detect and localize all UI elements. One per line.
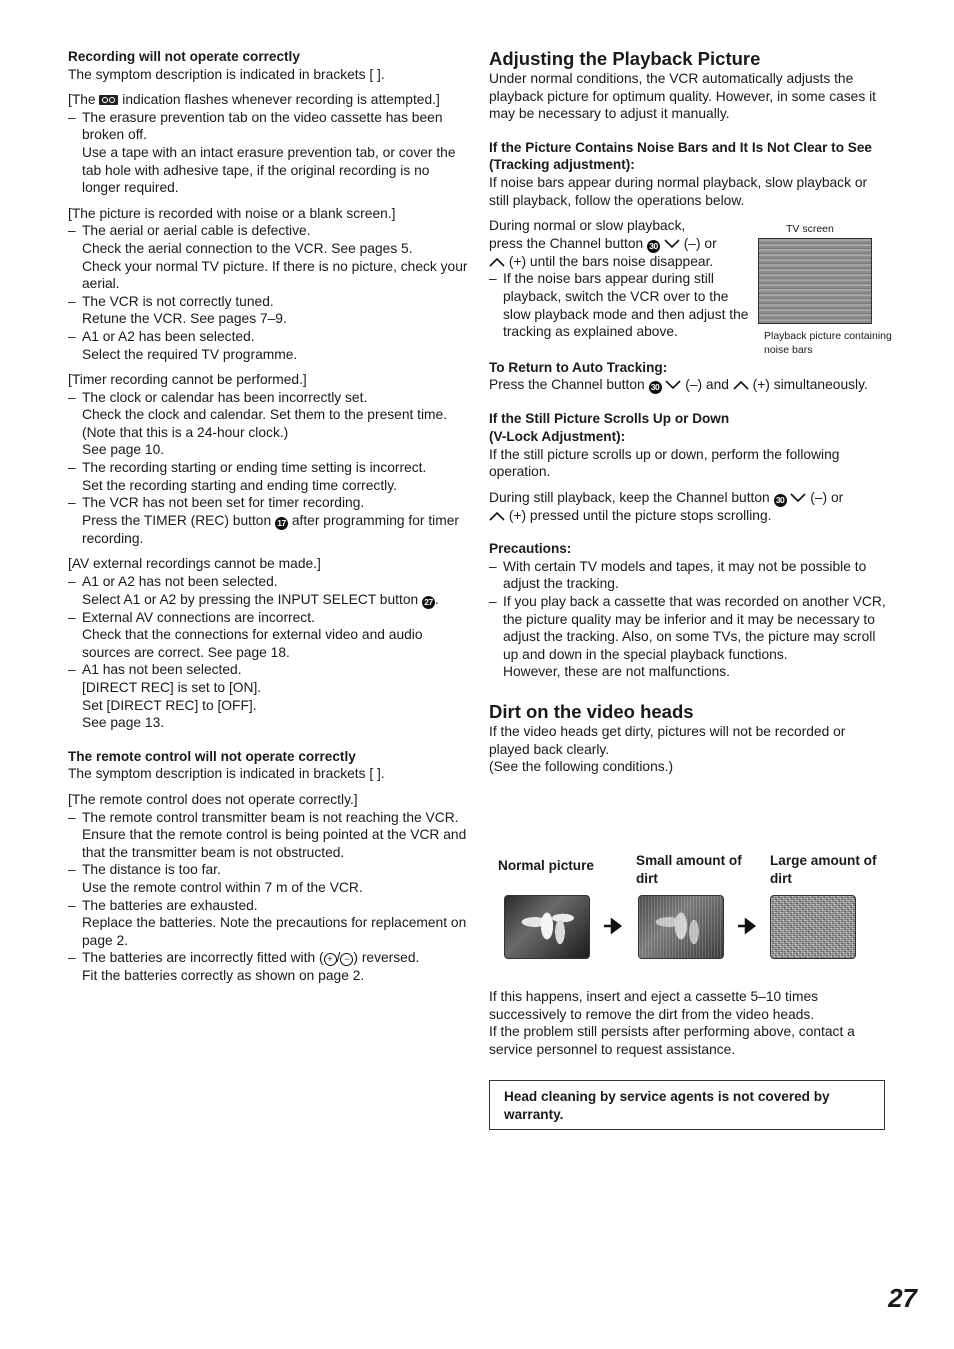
- cause-text: The VCR is not correctly tuned.: [82, 293, 274, 309]
- list-item: [68, 809, 468, 862]
- tv-screen-caption: Playback picture containing noise bars: [764, 330, 892, 356]
- input-select-button-icon: 27: [422, 596, 435, 609]
- adjusting-intro: Under normal conditions, the VCR automatically adjusts the playback picture for optimum quality. However, in some cases it may be necessary to adjust it manually.: [489, 71, 876, 122]
- list-item: [68, 861, 468, 896]
- left-column: [68, 48, 468, 985]
- noise-note-list: [489, 270, 751, 340]
- cause-text: The batteries are exhausted.: [82, 897, 258, 913]
- remedy-text: after programming for timer recording.: [82, 512, 459, 546]
- remedy-text: Use a tape with an intact erasure prevention tab, or cover the tab hole with adhesive tape, if the original recording is no longer required.: [82, 144, 456, 196]
- remedy-text: See page 10.: [82, 442, 165, 458]
- vlock-title: [489, 410, 889, 445]
- remedy-text: [DIRECT REC] is set to [ON].: [82, 680, 262, 695]
- list-item: [68, 459, 468, 494]
- cassette-indicator-icon: [99, 95, 118, 105]
- noise-procedure: [489, 217, 751, 341]
- cause-text: The VCR has not been set for timer recording.: [82, 495, 365, 511]
- cause-list: [68, 809, 468, 985]
- cause-text: The clock or calendar has been incorrectly set.: [82, 389, 368, 405]
- tv-screen-figure: [758, 222, 894, 357]
- cause-text: The distance is too far.: [82, 862, 221, 878]
- chevron-up-icon: [489, 511, 505, 521]
- dirt-label-large: Large amount of dirt: [770, 853, 877, 886]
- arrow-right-icon: [603, 918, 623, 934]
- step-text: (–) and: [685, 377, 729, 393]
- list-item: [68, 494, 468, 547]
- list-item: [68, 609, 468, 662]
- dirt-text-note: (See the following conditions.): [489, 759, 674, 775]
- cause-list: [68, 573, 468, 732]
- remedy-text: Retune the VCR. See pages 7–9.: [82, 311, 287, 327]
- remote-intro: The symptom description is indicated in brackets [ ].: [68, 766, 385, 782]
- recording-intro: The symptom description is indicated in brackets [ ].: [68, 66, 385, 82]
- cause-list: [68, 389, 468, 548]
- symptom-timer: [Timer recording cannot be performed.]: [68, 372, 307, 388]
- chevron-down-icon: [664, 239, 680, 249]
- list-item: [68, 328, 468, 363]
- remedy-text: See page 13.: [82, 715, 165, 731]
- cause-text: /: [336, 950, 341, 966]
- remedy-text: Check the clock and calendar. Set them to the present time. (Note that this is a 24-hour clock.): [82, 407, 448, 440]
- step-text: (+) pressed until the picture stops scrolling.: [508, 507, 772, 523]
- vlock-text: If the still picture scrolls up or down, perform the following operation.: [489, 446, 840, 480]
- list-item: [68, 897, 468, 950]
- dirt-remedy-text: If this happens, insert and eject a cassette 5–10 times successively to remove the dirt from the video heads.: [489, 989, 819, 1022]
- cause-text: The erasure prevention tab on the video cassette has been broken off.: [82, 109, 443, 143]
- step-text: (–) or: [810, 489, 844, 505]
- adjusting-title: Adjusting the Playback Picture: [489, 48, 761, 69]
- remedy-text: Fit the batteries correctly as shown on page 2.: [82, 967, 365, 983]
- list-item: [489, 593, 889, 681]
- list-item: [68, 222, 468, 292]
- cause-text: The recording starting or ending time setting is incorrect.: [82, 460, 427, 476]
- large-dirt-image: [770, 895, 856, 959]
- symptom-remote: [The remote control does not operate correctly.]: [68, 791, 358, 807]
- small-dirt-image: [638, 895, 724, 959]
- noise-step: [489, 217, 751, 270]
- dirt-label-normal: Normal picture: [498, 858, 594, 873]
- warranty-notice: Head cleaning by service agents is not covered by warranty.: [489, 1080, 885, 1130]
- step-text: press the Channel button: [489, 235, 644, 251]
- chevron-up-icon: [489, 257, 505, 267]
- cause-text: The batteries are incorrectly fitted with (: [82, 950, 324, 966]
- remedy-text: Check that the connections for external video and audio sources are correct. See page 18.: [82, 627, 423, 660]
- noise-text: If noise bars appear during normal playback, slow playback or still playback, follow the operations below.: [489, 174, 868, 208]
- chevron-down-icon: [790, 493, 806, 503]
- chevron-down-icon: [665, 380, 681, 390]
- remedy-text: Select the required TV programme.: [82, 346, 298, 362]
- plus-icon: +: [324, 953, 337, 966]
- precaution-text: If you play back a cassette that was recorded on another VCR, the picture quality may be inferior and it may be necessary to adjust the tracking. Also, on some TVs, the picture may scroll up and down in the special playback functions.: [503, 594, 886, 662]
- list-item: – With certain TV models and tapes, it may not be possible to adjust the tracking.: [489, 558, 889, 593]
- normal-picture-image: [504, 895, 590, 959]
- remedy-text: Press the TIMER (REC) button: [82, 512, 272, 528]
- list-item: [68, 293, 468, 328]
- step-text: During still playback, keep the Channel button: [489, 489, 770, 505]
- tv-screen-label: TV screen: [786, 223, 834, 235]
- timer-rec-button-icon: 17: [275, 517, 288, 530]
- channel-button-icon: 30: [647, 240, 660, 253]
- precautions-title: Precautions:: [489, 541, 572, 557]
- symptom-noise: [The picture is recorded with noise or a blank screen.]: [68, 205, 396, 221]
- auto-tracking-title: To Return to Auto Tracking:: [489, 359, 668, 375]
- remote-section-title: The remote control will not operate correctly: [68, 748, 356, 764]
- remedy-text: Use the remote control within 7 m of the VCR.: [82, 879, 363, 895]
- vlock-title-line: If the Still Picture Scrolls Up or Down: [489, 411, 730, 427]
- step-text: (+) until the bars noise disappear.: [508, 253, 714, 269]
- chevron-up-icon: [733, 380, 749, 390]
- symptom-av: [AV external recordings cannot be made.]: [68, 556, 321, 572]
- auto-tracking-text: [489, 376, 889, 394]
- remedy-text: Ensure that the remote control is being pointed at the VCR and that the transmitter beam is not obstructed.: [82, 827, 467, 860]
- cause-text: The remote control transmitter beam is not reaching the VCR.: [82, 809, 459, 825]
- step-text: During normal or slow playback,: [489, 218, 686, 234]
- noise-title: If the Picture Contains Noise Bars and It Is Not Clear to See (Tracking adjustment):: [489, 139, 872, 173]
- cause-list: [68, 109, 468, 197]
- cause-text: A1 or A2 has not been selected.: [82, 574, 278, 590]
- cause-text: ) reversed.: [353, 950, 420, 966]
- channel-button-icon: 30: [649, 381, 662, 394]
- step-text: (–) or: [683, 235, 717, 251]
- list-item: [68, 389, 468, 459]
- remedy-text: Check the aerial connection to the VCR. See pages 5.: [82, 240, 413, 256]
- list-item: [68, 573, 468, 609]
- list-item: [68, 661, 468, 731]
- remedy-text: Replace the batteries. Note the precautions for replacement on page 2.: [82, 915, 467, 948]
- list-item: – If the noise bars appear during still playback, switch the VCR over to the slow playback mode and then adjust the tracking as explained above.: [489, 270, 751, 340]
- symptom-tape-indication: [68, 91, 468, 109]
- cause-text: A1 or A2 has been selected.: [82, 328, 255, 344]
- cause-text: A1 has not been selected.: [82, 662, 242, 678]
- precautions-list: [489, 558, 889, 681]
- vlock-step: [489, 489, 889, 525]
- remedy-text: Set [DIRECT REC] to [OFF].: [82, 697, 257, 713]
- symptom-text: indication flashes whenever recording is attempted.]: [122, 92, 440, 108]
- cause-list: [68, 222, 468, 363]
- dirt-remedy-text: If the problem still persists after performing above, contact a service personnel to request assistance.: [489, 1024, 855, 1057]
- noise-bars-image: [758, 238, 872, 324]
- minus-icon: −: [340, 953, 353, 966]
- dirt-text: If the video heads get dirty, pictures will not be recorded or played back clearly.: [489, 724, 846, 757]
- recording-section-title: Recording will not operate correctly: [68, 49, 300, 64]
- dirt-title: Dirt on the video heads: [489, 701, 694, 723]
- remedy-text: Set the recording starting and ending time correctly.: [82, 477, 397, 493]
- list-item: [68, 949, 468, 984]
- remedy-text: .: [435, 591, 439, 607]
- precaution-text: However, these are not malfunctions.: [503, 664, 731, 680]
- dirt-remedy: [489, 988, 889, 1058]
- page-number: 27: [888, 1283, 917, 1313]
- step-text: (+) simultaneously.: [752, 377, 868, 393]
- list-item: [68, 109, 468, 197]
- symptom-text: [The: [68, 92, 96, 108]
- right-column: [489, 48, 889, 776]
- cause-text: The aerial or aerial cable is defective.: [82, 223, 311, 239]
- step-text: Press the Channel button: [489, 377, 645, 393]
- channel-button-icon: 30: [774, 494, 787, 507]
- arrow-right-icon: [737, 918, 757, 934]
- remedy-text: Select A1 or A2 by pressing the INPUT SELECT button: [82, 591, 419, 607]
- cause-text: External AV connections are incorrect.: [82, 609, 315, 625]
- remedy-text: Check your normal TV picture. If there is no picture, check your aerial.: [82, 258, 468, 292]
- vlock-title-line: (V-Lock Adjustment):: [489, 428, 626, 444]
- dirt-label-small: Small amount of dirt: [636, 853, 742, 886]
